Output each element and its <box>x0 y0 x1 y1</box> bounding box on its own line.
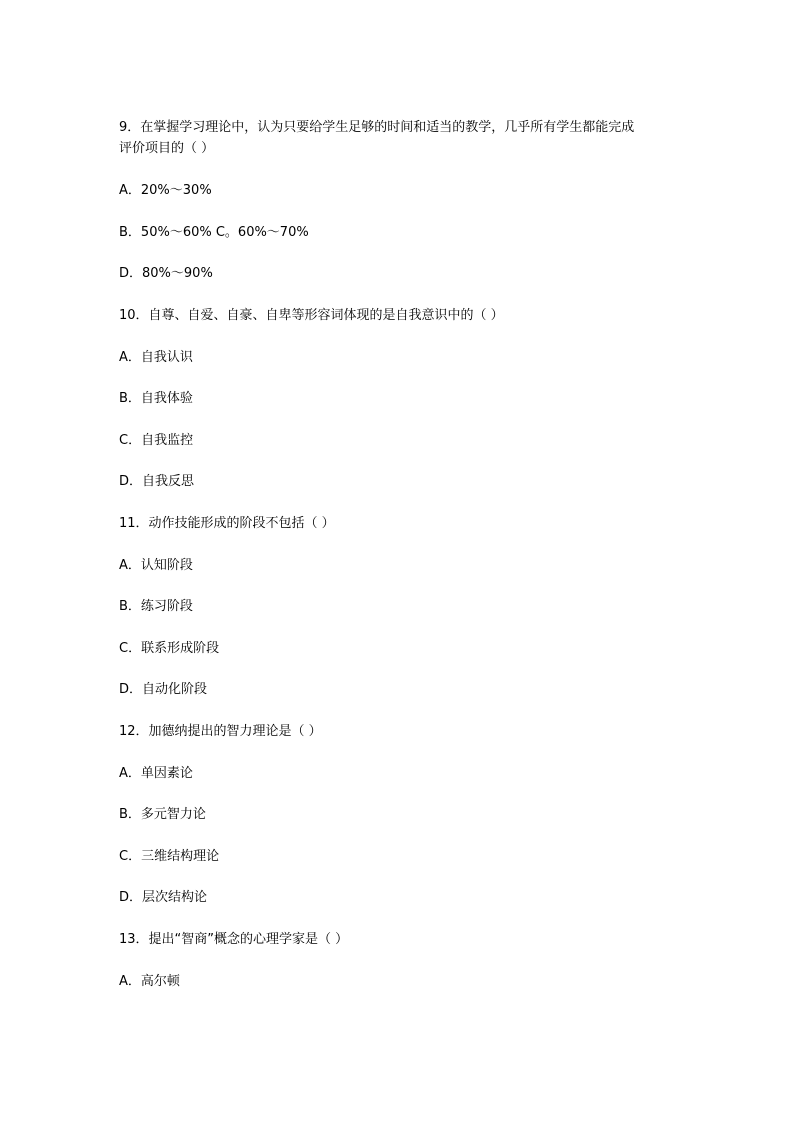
question-13-stem: 13．提出“智商”概念的心理学家是（ ） <box>119 932 349 947</box>
question-10-option-c: C．自我监控 <box>119 433 194 448</box>
question-9-option-a: A．20%～30% <box>119 183 212 198</box>
question-12-option-c: C．三维结构理论 <box>119 849 220 864</box>
question-11-option-c: C．联系形成阶段 <box>119 641 220 656</box>
question-10-option-b: B．自我体验 <box>119 391 193 406</box>
question-12-option-a: A．单因素论 <box>119 766 193 781</box>
question-11-option-a: A．认知阶段 <box>119 558 193 573</box>
question-13-option-a: A．高尔顿 <box>119 974 180 989</box>
question-11-option-b: B．练习阶段 <box>119 599 193 614</box>
question-12-option-b: B．多元智力论 <box>119 807 206 822</box>
question-12-option-d: D．层次结构论 <box>119 890 208 905</box>
question-9-option-d: D．80%～90% <box>119 266 213 281</box>
question-11-stem: 11．动作技能形成的阶段不包括（ ） <box>119 516 335 531</box>
question-12-stem: 12．加德纳提出的智力理论是（ ） <box>119 724 322 739</box>
question-10-option-a: A．自我认识 <box>119 350 193 365</box>
question-11-option-d: D．自动化阶段 <box>119 682 208 697</box>
question-10-stem: 10．自尊、自爱、自豪、自卑等形容词体现的是自我意识中的（ ） <box>119 308 504 323</box>
question-10-option-d: D．自我反思 <box>119 474 195 489</box>
question-9-option-b-c: B．50%～60% C。60%～70% <box>119 225 309 240</box>
question-9-stem-line-2: 评价项目的（ ） <box>119 141 215 156</box>
question-9-stem-line-1: 9．在掌握学习理论中，认为只要给学生足够的时间和适当的教学，几乎所有学生都能完成 <box>119 120 635 135</box>
